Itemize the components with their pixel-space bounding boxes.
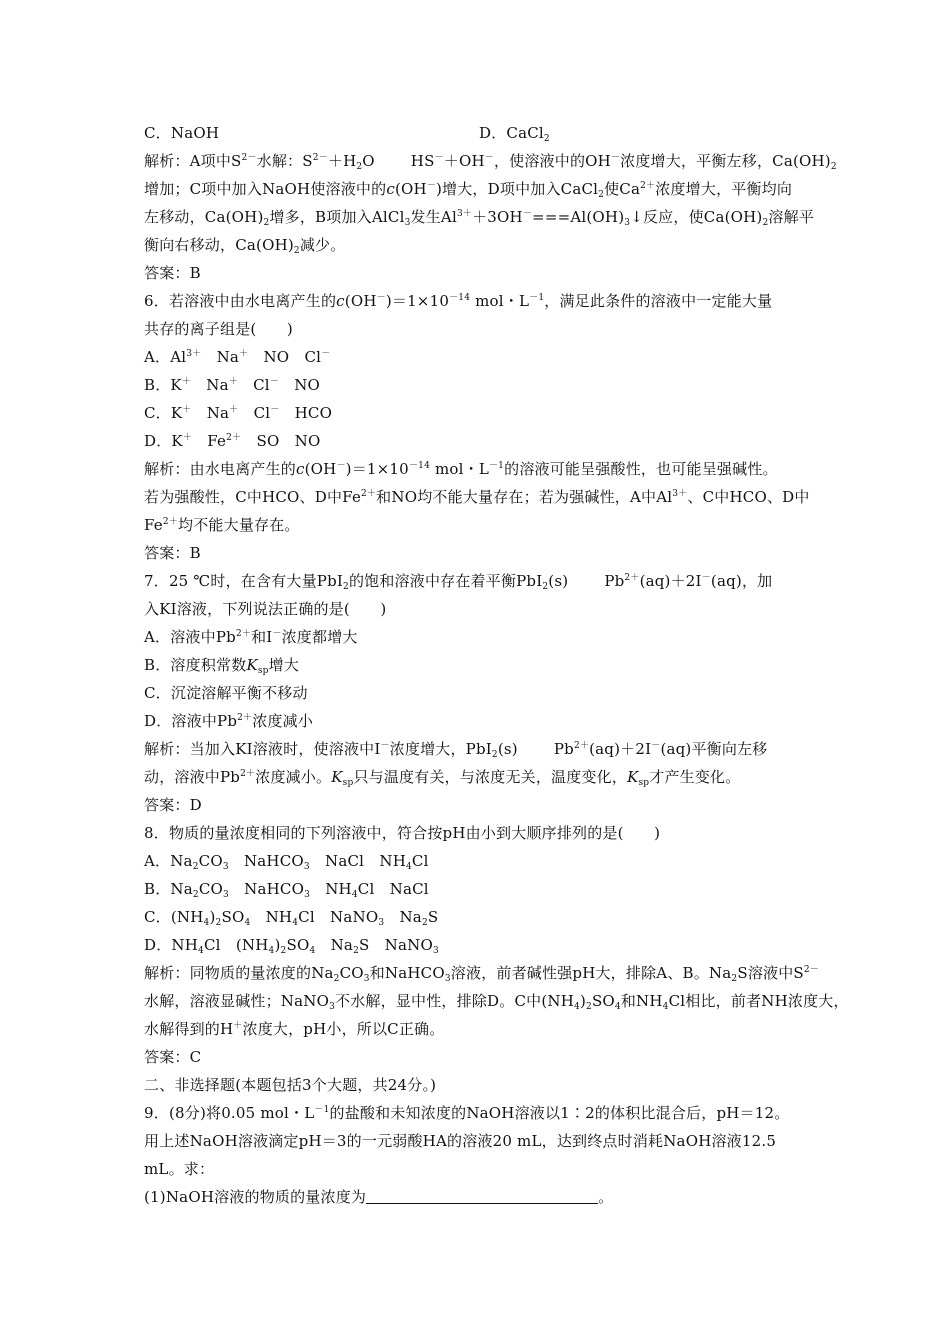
answer-line: 答案：C: [144, 1048, 202, 1066]
option-c-line: C．$(NH_4)_2SO_4$ $NH_4Cl$ NaNO$_3$ $Na_2S$: [144, 908, 439, 928]
analysis-line: 左移动，$Ca(OH)_2$增多，B项加入AlCl$_3$发生$Al^{3+}+3OH^-===Al(OH)_3↓$反应，使$Ca(OH)_2$溶解平: [144, 208, 815, 228]
question-6-stem: 共存的离子组是( ): [144, 320, 293, 338]
option-c-line: C．沉淀溶解平衡不移动: [144, 684, 308, 702]
question-9-stem: 9．(8分)将0.05 mol・$L^{-1}$的盐酸和未知浓度的NaOH溶液以1∶2的体积比混合后，pH＝12。: [144, 1104, 790, 1122]
answer-line: 答案：B: [144, 544, 201, 562]
option-a-line: A．溶液中$Pb^{2+}$和I－浓度都增大: [144, 628, 358, 646]
question-7-stem: 入KI溶液，下列说法正确的是( ): [144, 600, 387, 618]
analysis-line: 若为强酸性，C中HCO、D中$Fe^{2+}$和NO均不能大量存在；若为强碱性，A中$Al^{3+}$、C中HCO、D中: [144, 488, 810, 506]
analysis-line: 解析：由水电离产生的$c(OH^-)=1\times 10^{-14}$ mol・$L^{-1}$的溶液可能呈强酸性，也可能呈强碱性。: [144, 460, 778, 478]
analysis-line: 解析：当加入KI溶液时，使溶液中I－浓度增大，PbI$_2$(s) $Pb^{2+}(aq)+2I^-(aq)$平衡向左移: [144, 740, 768, 760]
analysis-line: 解析：A项中$S^{2-}$水解：$S^{2-}+H_2O$ HS－＋OH－，使溶液中的OH－浓度增大，平衡左移，$Ca(OH)_2$: [144, 152, 837, 172]
option-b-line: B．K＋ Na＋ Cl－ NO: [144, 376, 321, 394]
option-d-line: D．溶液中$Pb^{2+}$浓度减小: [144, 712, 314, 730]
analysis-line: 解析：同物质的量浓度的$Na_2CO_3$和NaHCO$_3$溶液，前者碱性强pH大，排除A、B。$Na_2S$溶液中$S^{2-}$: [144, 964, 820, 984]
answer-line: 答案：D: [144, 796, 202, 814]
analysis-line: 动，溶液中$Pb^{2+}$浓度减小。$K_{sp}$只与温度有关，与浓度无关，温度变化，$K_{sp}$才产生变化。: [144, 768, 741, 788]
analysis-line: 水解，溶液显碱性；NaNO$_3$不水解，显中性，排除D。C中$(NH_4)_2SO_4$和$NH_4Cl$相比，前者NH浓度大，: [144, 992, 849, 1012]
option-c-line: C．K＋ Na＋ Cl－ HCO: [144, 404, 333, 422]
analysis-line: $Fe^{2+}$均不能大量存在。: [144, 516, 300, 534]
question-9-stem: 用上述NaOH溶液滴定pH＝3的一元弱酸HA的溶液20 mL，达到终点时消耗NaOH溶液12.5: [144, 1132, 777, 1150]
option-a-line: A．$Al^{3+}$ Na＋ NO Cl－: [144, 348, 331, 366]
analysis-line: 增加；C项中加入NaOH使溶液中的c(OH－)增大，D项中加入CaCl$_2$使$Ca^{2+}$浓度增大，平衡均向: [144, 180, 793, 200]
option-a-line: A．$Na_2CO_3$ NaHCO$_3$ NaCl $NH_4Cl$: [144, 852, 429, 872]
question-6-stem: 6．若溶液中由水电离产生的$c(OH^-)=1\times 10^{-14}$ mol・$L^{-1}$，满足此条件的溶液中一定能大量: [144, 292, 773, 310]
option-d-line: D．$NH_4Cl$ $(NH_4)_2SO_4$ $Na_2S$ NaNO$_3$: [144, 936, 439, 956]
analysis-line: 水解得到的H＋浓度大，pH小，所以C正确。: [144, 1020, 445, 1038]
question-9-part-1: (1)NaOH溶液的物质的量浓度为 。: [144, 1188, 614, 1206]
question-7-stem: 7．25 ℃时，在含有大量PbI$_2$的饱和溶液中存在着平衡PbI$_2$(s) $Pb^{2+}(aq)+2I^-(aq)$，加: [144, 572, 773, 592]
option-b-line: B．溶度积常数$K_{sp}$增大: [144, 656, 300, 676]
option-d-line: D．K＋ $Fe^{2+}$ SO NO: [144, 432, 321, 450]
question-8-stem: 8．物质的量浓度相同的下列溶液中，符合按pH由小到大顺序排列的是( ): [144, 824, 661, 842]
question-9-stem: mL。求：: [144, 1160, 215, 1178]
answer-line: 答案：B: [144, 264, 201, 282]
answer-blank[interactable]: [366, 1188, 598, 1204]
section-heading: 二、非选择题(本题包括3个大题，共24分。): [144, 1076, 437, 1094]
option-b-line: B．$Na_2CO_3$ NaHCO$_3$ $NH_4Cl$ NaCl: [144, 880, 429, 900]
option-c-line: C．NaOH D．CaCl$_2$: [144, 124, 550, 144]
analysis-line: 衡向右移动，$Ca(OH)_2$减少。: [144, 236, 346, 256]
